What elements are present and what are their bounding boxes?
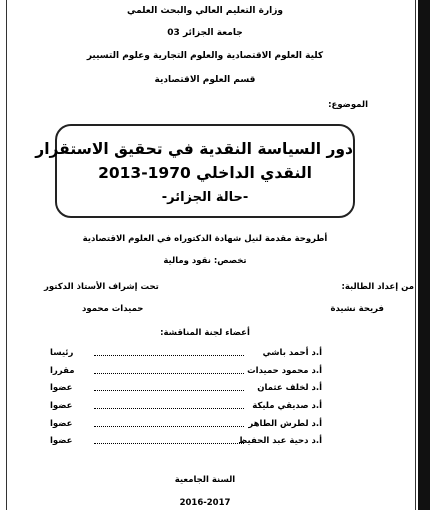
supervision-label: تحت إشراف الأستاذ الدكتور [44,282,159,292]
thesis-description: أطروحة مقدمة لنيل شهادة الدكتوراه في العلوم الاقتصادية [82,234,328,244]
supervisor-name: حميدات محمود [82,304,144,314]
department-name: قسم العلوم الاقتصادية [154,75,256,85]
committee-row [50,383,322,395]
dotted-leader [94,408,244,409]
committee-row [50,348,322,360]
academic-year-value: 2016-2017 [179,498,231,508]
ministry-name: وزارة التعليم العالي والبحث العلمي [126,6,284,16]
dotted-leader [94,443,244,444]
committee-member-name: أ.د لطرش الطاهر [248,419,322,429]
faculty-name: كلية العلوم الاقتصادية والعلوم التجارية وعلوم التسيير [86,51,324,61]
committee-row [50,419,322,431]
committee-member-role: عضوا [50,383,73,393]
dotted-leader [94,426,244,427]
title-box [35,124,355,218]
academic-year-label: السنة الجامعية [174,475,236,485]
committee-member-name: أ.د صديقي مليكة [252,401,322,411]
committee-member-name: أ.د دحية عبد الحفيظ [238,436,322,446]
page-edge-band [418,0,430,510]
committee-member-role: عضوا [50,436,73,446]
student-name: فريحة نشيدة [330,304,384,314]
committee-row [50,436,322,448]
subject-label: الموضوع: [328,100,368,110]
committee-row [50,366,322,378]
committee-member-name: أ.د لخلف عثمان [257,383,322,393]
prepared-by-label: من إعداد الطالبة: [341,282,414,292]
committee-member-name: أ.د أحمد باشي [262,348,322,358]
thesis-title-line1: دور السياسة النقدية في تحقيق الاستقرار [35,140,353,158]
committee-member-role: عضوا [50,419,73,429]
committee-row [50,401,322,413]
committee-member-role: عضوا [50,401,73,411]
dotted-leader [94,355,244,356]
thesis-title-line2: النقدي الداخلي 1970-2013 [98,164,312,182]
university-name: جامعة الجزائر 03 [167,28,243,38]
dotted-leader [94,390,244,391]
committee-member-role: مقررا [50,366,75,376]
committee-member-name: أ.د محمود حميدات [247,366,322,376]
committee-heading: أعضاء لجنة المناقشة: [160,328,250,338]
thesis-specialty: تخصص: نقود ومالية [163,256,247,266]
thesis-title-line3: -حالة الجزائر- [161,190,249,205]
committee-member-role: رئيسا [50,348,74,358]
dotted-leader [94,373,244,374]
